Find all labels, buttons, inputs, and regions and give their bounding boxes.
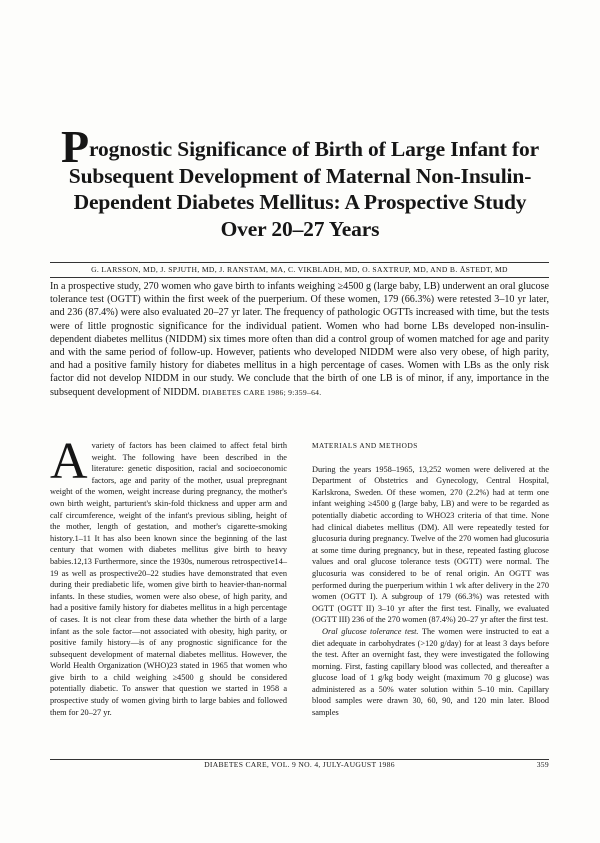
authors-top-rule (50, 262, 549, 263)
methods-paragraph-2 (312, 626, 549, 719)
right-column (312, 440, 549, 719)
ogtt-text: The women were instructed to eat a diet adequate in carbohydrates (>120 g/day) for at least 3 days before the test. After an overnight fast, they were investigated the following morning. First, fasting capillary blood was collected, and thereafter a glucose load of 1 g/kg body weight (maximum 70 g glucose) was administered as a 50% water solution within 5–10 min. Capillary blood samples were drawn 30, 60, 90, and 120 min later. Blood samples (312, 626, 549, 718)
abstract (50, 280, 549, 399)
authors-bottom-rule (50, 277, 549, 278)
abstract-text: In a prospective study, 270 women who gave birth to infants weighing ≥4500 g (large baby, LB) underwent an oral glucose tolerance test (OGTT) within the first week of the puerperium. Of these women, 179 (66.3%) were retested 3–10 yr later, and 236 (87.4%) were also evaluated 20–27 yr later. The frequency of pathologic OGTTs increased with time, but the tests were of little prognostic significance for the individual patient. Women who had borne LBs developed non-insulin-dependent diabetes mellitus (NIDDM) six times more often than did a control group of women matched for age and parity and with the same period of follow-up. However, patients who developed NIDDM were also very obese, of high parity, and had a positive family history for diabetes mellitus in a high percentage of cases. Women with LBs as the only risk factor did not develop NIDDM in our study. We conclude that the birth of one LB is of minor, if any, importance in the subsequent development of NIDDM. (50, 281, 549, 398)
abstract-citation: DIABETES CARE 1986; 9:359–64. (202, 387, 322, 397)
title-initial: P (61, 121, 89, 172)
methods-heading-text: MATERIALS AND METHODS (312, 441, 418, 450)
methods-paragraph-1: During the years 1958–1965, 13,252 women were delivered at the Department of Obstetrics and Gynecology, Central Hospital, Karlskrona, Sweden. Of these women, 270 (2.2%) had at term one infant weighing ≥4500 g (large baby, LB) and were to be regarded as potentially diabetic according to WHO23 criteria of that time. None had clinical diabetes mellitus (DM). All were repeatedly tested for glucosuria during pregnancy. Twelve of the 270 women had glucosuria at some time during pregnancy, but in these, repeated fasting glucose values and oral glucose tolerance tests (OGTT) were normal. The glucosuria was considered to be of renal origin. An OGTT was performed during the puerperium within 1 wk after delivery in the 270 women (OGTT I). A subgroup of 179 (66.3%) was retested with OGTT (OGTT II) 3–10 yr after the first test. Finally, we evaluated (OGTT III) 236 of the 270 women (87.4%) 20–27 yr after the first test. (312, 464, 549, 625)
introduction-paragraph (50, 433, 287, 718)
ogtt-subheading: Oral glucose tolerance test. (322, 626, 419, 636)
methods-heading (312, 440, 549, 452)
article-title (48, 121, 552, 242)
page-number: 359 (536, 760, 549, 769)
title-text: rognostic Significance of Birth of Large Infant for Subsequent Development of Maternal Non-Insulin-Dependent Diabetes Mellitus: A Prospective Study Over 20–27 Years (68, 137, 539, 241)
journal-citation: DIABETES CARE, VOL. 9 NO. 4, JULY-AUGUST 1986 (204, 760, 395, 769)
left-column (50, 433, 287, 718)
author-list: G. LARSSON, MD, J. SPJUTH, MD, J. RANSTAM, MA, C. VIKBLADH, MD, O. SAXTRUP, MD, AND B. ÅSTEDT, MD (91, 265, 508, 274)
introduction-text: variety of factors has been claimed to affect fetal birth weight. The following have been described in the literature: genetic disposition, racial and socioeconomic factors, age and parity of the mother, usual prepregnant weight of the women, weight increase during pregnancy, the mother's own birth weight, parturient's skin-fold thickness and upper arm and calf circumference, weight of the infant's previous sibling, height of the mother, length of gestation, and mother's cigarette-smoking history.1–11 It has also been known since the beginning of the last century that women with diabetes mellitus give birth to heavy babies.12,13 Furthermore, since the 1930s, numerous retrospective14–19 as well as prospective20–22 studies have demonstrated that even during their prediabetic life, women give birth to heavier-than-normal infants. In these studies, women were also obese, of high parity, and had a positive family history for diabetes mellitus in a high percentage of cases. It is not clear from these data whether the birth of a large infant as the sole factor—not associated with obesity, high parity, or positive family history—is of any prognostic significance for the subsequent development of maternal diabetes mellitus. However, the World Health Organization (WHO)23 stated in 1965 that women who give birth to a child weighing ≥4500 g should be considered potentially diabetic. To answer that question we started in 1958 a prospective study of women giving birth to large babies and followed them for 20–27 yr. (50, 441, 287, 717)
drop-cap: A (50, 433, 88, 490)
